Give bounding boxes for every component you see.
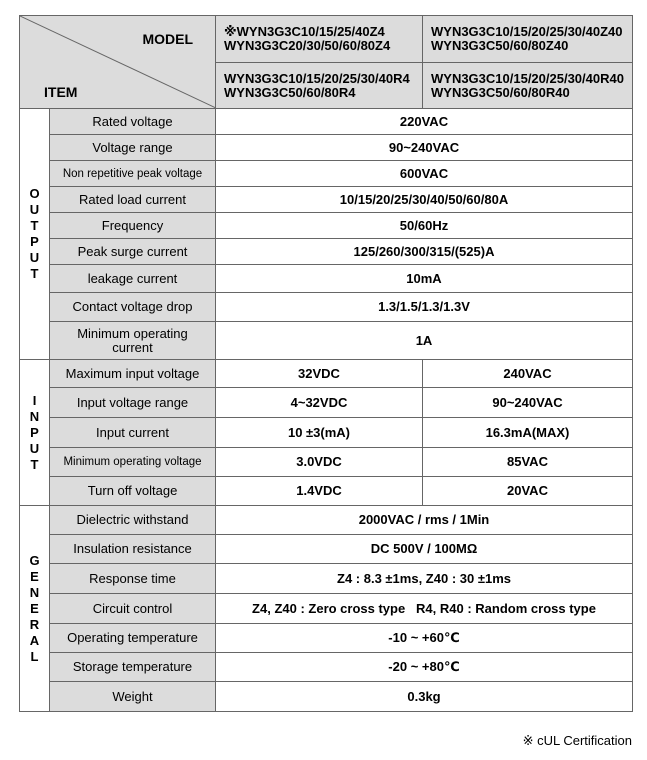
spec-value: Z4, Z40 : Zero cross type R4, R40 : Random cross type [216,594,633,624]
model-group-z4 [216,16,423,63]
model-line: WYN3G3C50/60/80R4 [224,84,356,100]
item-label: Operating temperature [50,624,216,653]
item-label: ITEM [44,84,78,100]
spec-value: 2000VAC / rms / 1Min [216,506,633,535]
item-label: Minimum operating voltage [50,448,216,477]
item-label: Minimum operating current [50,322,216,360]
section-output-label: O U T P U T [29,186,40,281]
model-group-r40 [423,63,633,109]
model-line: WYN3G3C50/60/80Z40 [431,38,569,53]
item-label: leakage current [50,265,216,293]
model-line: WYN3G3C20/30/50/60/80Z4 [224,38,391,53]
item-label: Dielectric withstand [50,506,216,535]
model-line: WYN3G3C50/60/80R40 [431,84,570,100]
item-label: Response time [50,564,216,594]
spec-value-ac: 240VAC [423,360,633,388]
spec-value-dc: 10 ±3(mA) [216,418,423,448]
model-group-z40 [423,16,633,63]
item-label: Rated voltage [50,109,216,135]
certification-footnote: ※ cUL Certification [522,733,632,748]
item-label: Peak surge current [50,239,216,265]
model-line: WYN3G3C10/15/20/25/30/40Z40 [431,24,623,39]
spec-value-dc: 32VDC [216,360,423,388]
spec-value: 90~240VAC [216,135,633,161]
spec-value: 10mA [216,265,633,293]
item-label: Input voltage range [50,388,216,418]
spec-value: 1A [216,322,633,360]
item-label: Input current [50,418,216,448]
spec-value: 1.3/1.5/1.3/1.3V [216,293,633,322]
item-label: Weight [50,682,216,712]
section-output [20,109,50,360]
item-label: Non repetitive peak voltage [50,161,216,187]
spec-table-wrapper [19,15,632,712]
item-label: Maximum input voltage [50,360,216,388]
section-input [20,360,50,506]
spec-value-ac: 20VAC [423,477,633,506]
section-general-label: G E N E R A L [29,552,40,664]
spec-value: -20 ~ +80℃ [216,653,633,682]
spec-value-dc: 3.0VDC [216,448,423,477]
model-item-header [20,16,216,109]
spec-value: 125/260/300/315/(525)A [216,239,633,265]
spec-value: 220VAC [216,109,633,135]
spec-value: Z4 : 8.3 ±1ms, Z40 : 30 ±1ms [216,564,633,594]
model-line: ※WYN3G3C10/15/25/40Z4 [224,24,385,39]
model-label: MODEL [142,31,193,47]
item-label: Voltage range [50,135,216,161]
spec-value-ac: 16.3mA(MAX) [423,418,633,448]
spec-value: -10 ~ +60℃ [216,624,633,653]
item-label: Circuit control [50,594,216,624]
item-label: Insulation resistance [50,535,216,564]
spec-value-dc: 4~32VDC [216,388,423,418]
spec-value: 600VAC [216,161,633,187]
item-label: Rated load current [50,187,216,213]
model-group-r4 [216,63,423,109]
item-label: Contact voltage drop [50,293,216,322]
item-label: Storage temperature [50,653,216,682]
item-label: Frequency [50,213,216,239]
spec-value: 50/60Hz [216,213,633,239]
spec-value-ac: 85VAC [423,448,633,477]
section-input-label: I N P U T [29,392,40,472]
item-label: Turn off voltage [50,477,216,506]
spec-value-dc: 1.4VDC [216,477,423,506]
model-line: WYN3G3C10/15/20/25/30/40R4 [224,70,410,86]
model-line: WYN3G3C10/15/20/25/30/40R40 [431,70,624,86]
spec-table [19,15,633,712]
spec-value: DC 500V / 100MΩ [216,535,633,564]
spec-value-ac: 90~240VAC [423,388,633,418]
section-general [20,506,50,712]
spec-value: 10/15/20/25/30/40/50/60/80A [216,187,633,213]
spec-value: 0.3kg [216,682,633,712]
